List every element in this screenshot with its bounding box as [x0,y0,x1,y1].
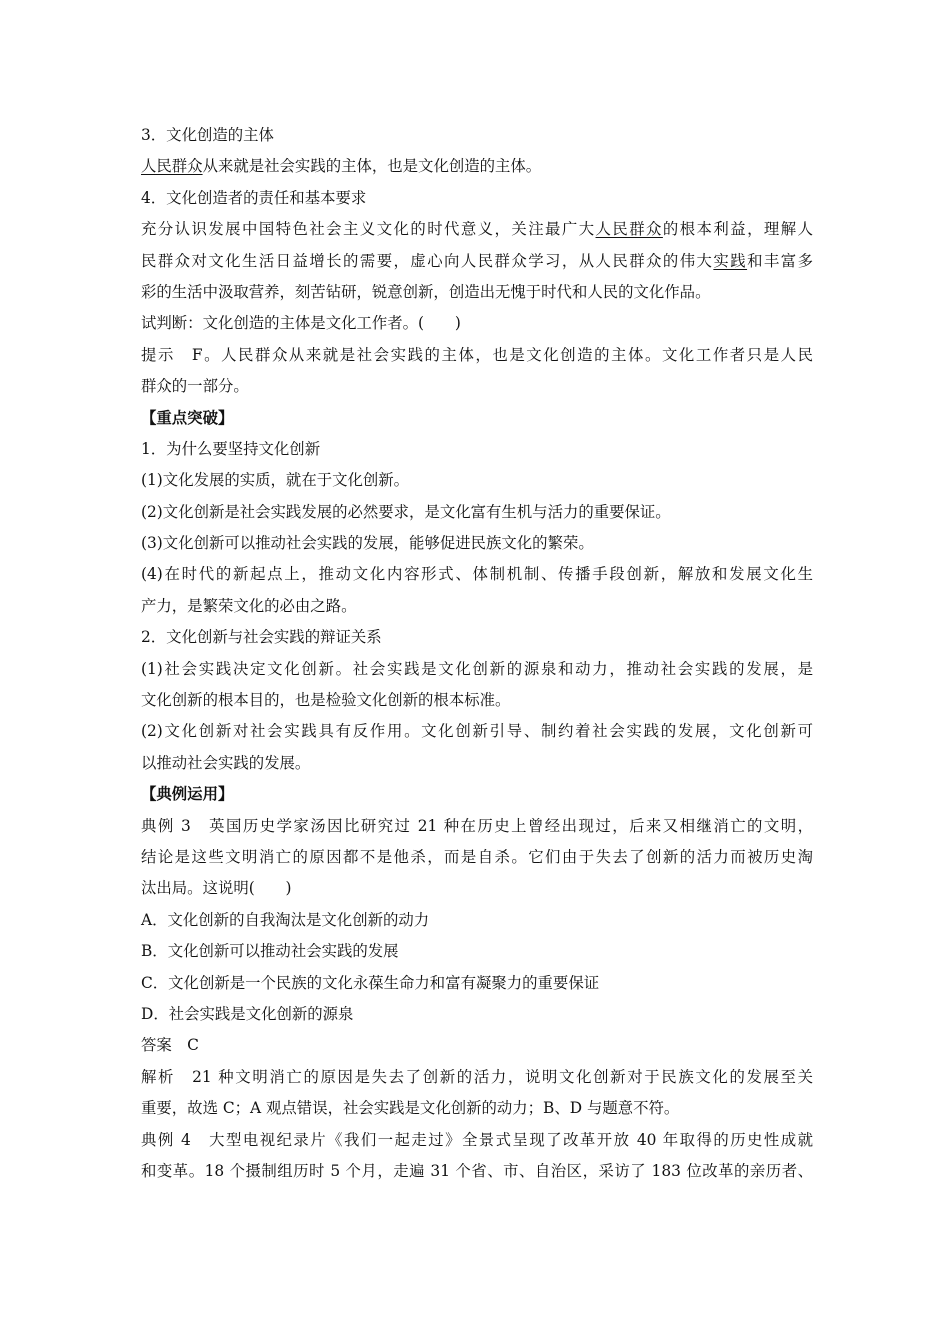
section-4-body-line-3: 彩的生活中汲取营养，刻苦钻研，锐意创新，创造出无愧于时代和人民的文化作品。 [141,282,711,301]
judge-question: 试判断：文化创造的主体是文化工作者。( ) [141,314,461,333]
example-3-analysis-line-2: 重要，故选 C；A 观点错误，社会实践是文化创新的动力；B、D 与题意不符。 [141,1099,680,1118]
section-4-body-line-1 [141,214,813,245]
underlined-term: 人民群众 [595,220,663,239]
example-4-line-2: 和变革。18 个摄制组历时 5 个月，走遍 31 个省、市、自治区，采访了 183 位改革的亲历者、 [141,1161,813,1180]
key-1-title: 1．为什么要坚持文化创新 [141,439,321,458]
hint-line-2: 群众的一部分。 [141,377,249,396]
section-4-body-line-2 [141,246,813,277]
key-1-item-4-line-2: 产力，是繁荣文化的必由之路。 [141,596,357,615]
text-span: 和丰富多 [747,251,813,270]
example-3-answer: 答案 C [141,1036,199,1055]
key-1-item-1: (1)文化发展的实质，就在于文化创新。 [141,471,410,490]
example-3-line-1: 典例 3 英国历史学家汤因比研究过 21 种在历史上曾经出现过，后来又相继消亡的文明， [141,816,813,835]
example-4-line-1: 典例 4 大型电视纪录片《我们一起走过》全景式呈现了改革开放 40 年取得的历史性成就 [141,1130,813,1149]
example-3-option-b: B．文化创新可以推动社会实践的发展 [141,942,399,961]
key-1-item-3: (3)文化创新可以推动社会实践的发展，能够促进民族文化的繁荣。 [141,534,594,553]
example-3-analysis-line-1: 解析 21 种文明消亡的原因是失去了创新的活力，说明文化创新对于民族文化的发展至关 [141,1067,813,1086]
key-2-item-2-line-2: 以推动社会实践的发展。 [141,753,311,772]
key-1-item-4-line-1: (4)在时代的新起点上，推动文化内容形式、体制机制、传播手段创新，解放和发展文化生 [141,565,813,584]
section-3-title: 3．文化创造的主体 [141,126,274,144]
key-2-item-2-line-1: (2)文化创新对社会实践具有反作用。文化创新引导、制约着社会实践的发展，文化创新可 [141,722,813,741]
underlined-term: 人民群众 [141,157,203,176]
key-2-item-1-line-2: 文化创新的根本目的，也是检验文化创新的根本标准。 [141,691,511,710]
text-span: 民群众对文化生活日益增长的需要，虚心向人民群众学习，从人民群众的伟大 [141,251,714,270]
example-3-option-a: A．文化创新的自我淘汰是文化创新的动力 [141,910,430,929]
example-3-line-2: 结论是这些文明消亡的原因都不是他杀，而是自杀。它们由于失去了创新的活力而被历史淘 [141,847,813,866]
key-points-heading: 【重点突破】 [141,408,234,427]
section-4-title: 4．文化创造者的责任和基本要求 [141,188,367,207]
example-3-option-d: D．社会实践是文化创新的源泉 [141,1004,354,1023]
document-page [141,120,813,1187]
key-1-item-2: (2)文化创新是社会实践发展的必然要求，是文化富有生机与活力的重要保证。 [141,502,671,521]
text-span: 的根本利益，理解人 [662,220,813,239]
examples-heading: 【典例运用】 [141,785,234,804]
hint-line-1: 提示 F。人民群众从来就是社会实践的主体，也是文化创造的主体。文化工作者只是人民 [141,345,813,364]
text-span: 充分认识发展中国特色社会主义文化的时代意义，关注最广大 [141,220,596,239]
section-3-body [141,151,813,182]
example-3-option-c: C．文化创新是一个民族的文化永葆生命力和富有凝聚力的重要保证 [141,973,600,992]
section-3-body-text: 从来就是社会实践的主体，也是文化创造的主体。 [202,157,542,176]
example-3-line-3: 汰出局。这说明( ) [141,879,292,898]
key-2-title: 2．文化创新与社会实践的辩证关系 [141,628,382,647]
underlined-term: 实践 [713,251,748,270]
key-2-item-1-line-1: (1)社会实践决定文化创新。社会实践是文化创新的源泉和动力，推动社会实践的发展，是 [141,659,813,678]
